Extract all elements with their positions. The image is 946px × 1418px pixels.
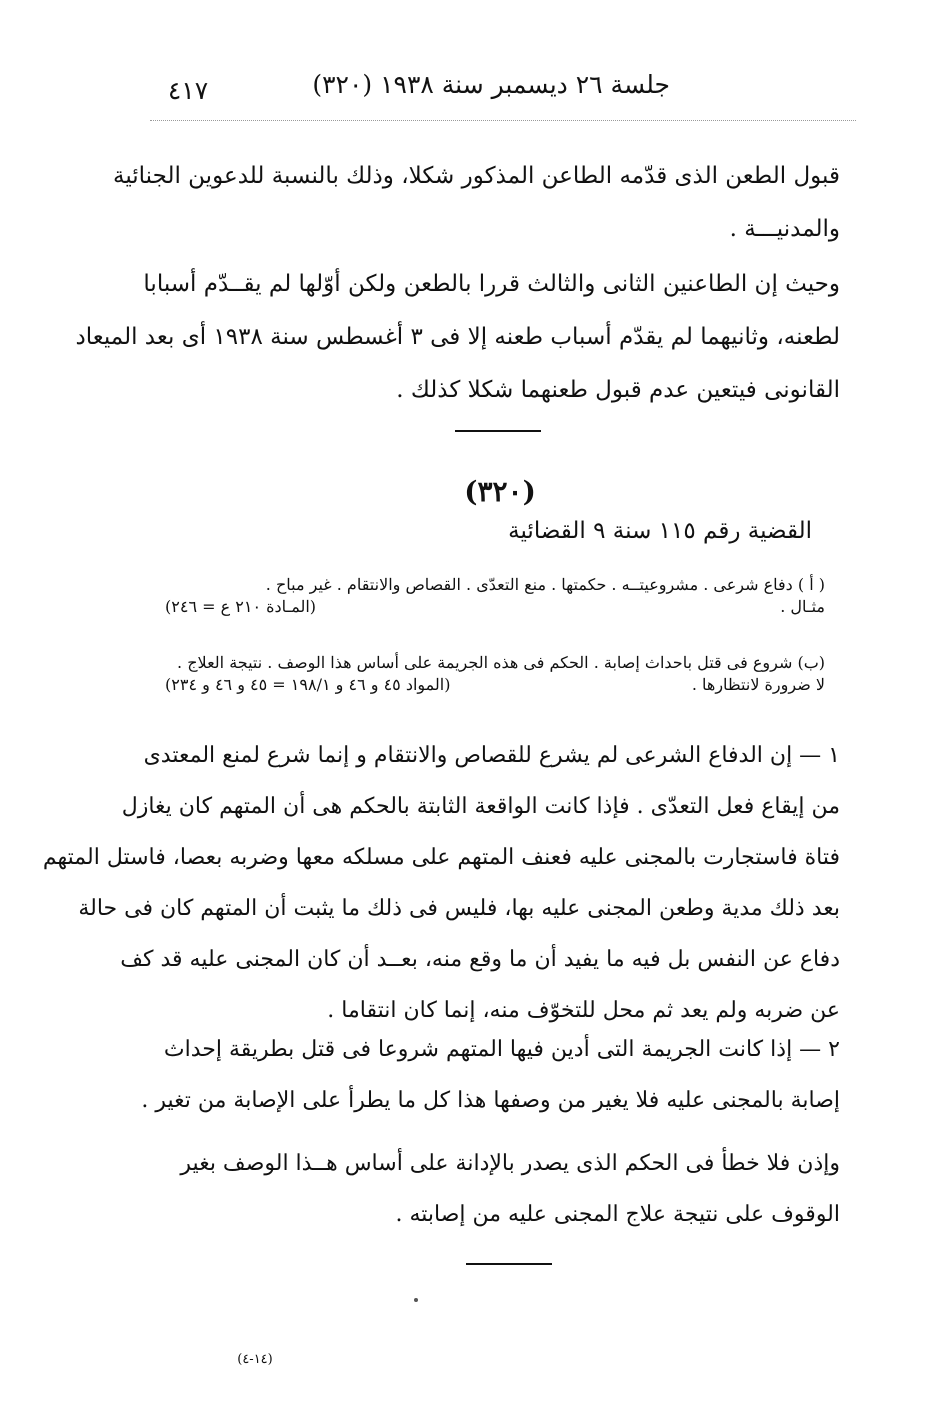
ruling-3 <box>160 1138 840 1240</box>
ruling-2 <box>141 1024 840 1126</box>
ruling-line: عن ضربه ولم يعد ثم محل للتخوّف منه، إنما كان انتقاما . <box>327 998 840 1023</box>
case-number: (٣٢٠) <box>464 475 536 508</box>
paragraph-line: القانونى فيتعين عدم قبول طعنهما شكلا كذلك . <box>396 377 840 403</box>
end-separator <box>466 1263 552 1265</box>
running-header-title: جلسة ٢٦ ديسمبر سنة ١٩٣٨ (٣٢٠) <box>312 70 670 99</box>
ruling-line: الوقوف على نتيجة علاج المجنى عليه من إصابته . <box>395 1202 840 1227</box>
ruling-1 <box>42 730 840 1036</box>
header-divider <box>150 120 856 121</box>
ruling-line: من إيقاع فعل التعدّى . فإذا كانت الواقعة الثابتة بالحكم هى أن المتهم كان يغازل <box>121 794 840 819</box>
ruling-line: ٢ — إذا كانت الجريمة التى أدين فيها المتهم شروعا فى قتل بطريقة إحداث <box>163 1037 840 1062</box>
section-separator <box>455 430 541 432</box>
case-reference: القضية رقم ١١٥ سنة ٩ القضائية <box>508 518 812 544</box>
paragraph-line: والمدنيـــة . <box>729 216 840 242</box>
headnote-label: ( أ ) <box>797 575 825 594</box>
ruling-line: إصابة بالمجنى عليه فلا يغير من وصفها هذا كل ما يطرأ على الإصابة من تغير . <box>141 1088 840 1113</box>
headnote-line <box>165 652 825 674</box>
ruling-line: وإذن فلا خطأ فى الحكم الذى يصدر بالإدانة على أساس هــذا الوصف بغير <box>180 1151 840 1176</box>
ruling-line: ١ — إن الدفاع الشرعى لم يشرع للقصاص والانتقام و إنما شرع لمنع المعتدى <box>143 743 840 768</box>
headnote-citation: (المـادة ٢١٠ ع = ٢٤٦) <box>165 597 316 616</box>
headnote-a <box>165 574 825 618</box>
headnote-text: شروع فى قتل باحداث إصابة . الحكم فى هذه الجريمة على أساس هذا الوصف . نتيجة العلاج . <box>177 653 793 672</box>
headnote-citation: (المواد ٤٥ و ٤٦ و ١٩٨/١ = ٤٥ و ٤٦ و ٢٣٤) <box>165 675 451 694</box>
page-number: ٤١٧ <box>167 76 209 105</box>
paragraph-line: لطعنه، وثانيهما لم يقدّم أسباب طعنه إلا فى ٣ أغسطس سنة ١٩٣٨ أى بعد الميعاد <box>75 324 840 350</box>
headnote-line <box>165 574 825 596</box>
headnote-text: مثـال . <box>780 597 825 616</box>
paragraph-2 <box>75 258 840 417</box>
stray-dot-mark <box>414 1298 418 1302</box>
ruling-line: دفاع عن النفس بل فيه ما يفيد أن ما وقع منه، بعــد أن كان المجنى عليه قد كف <box>120 947 840 972</box>
headnote-label: (ب) <box>797 653 825 672</box>
headnote-text: لا ضرورة لانتظارها . <box>691 675 825 694</box>
headnote-text: دفاع شرعى . مشروعيتــه . حكمتها . منع التعدّى . القصاص والانتقام . غير مباح . <box>265 575 793 594</box>
signature-code: (١٤-٤) <box>237 1352 273 1367</box>
paragraph-line: قبول الطعن الذى قدّمه الطاعن المذكور شكلا، وذلك بالنسبة للدعوين الجنائية <box>113 163 840 189</box>
ruling-line: بعد ذلك مدية وطعن المجنى عليه بها، فليس فى ذلك ما يثبت أن المتهم كان فى حالة <box>78 896 840 921</box>
paragraph-line: وحيث إن الطاعنين الثانى والثالث قررا بالطعن ولكن أوّلها لم يقــدّم أسبابا <box>143 271 840 297</box>
paragraph-1 <box>113 150 840 256</box>
headnote-b <box>165 652 825 696</box>
ruling-line: فتاة فاستجارت بالمجنى عليه فعنف المتهم على مسلكه معها وضربه بعصا، فاستل المتهم <box>42 845 840 870</box>
